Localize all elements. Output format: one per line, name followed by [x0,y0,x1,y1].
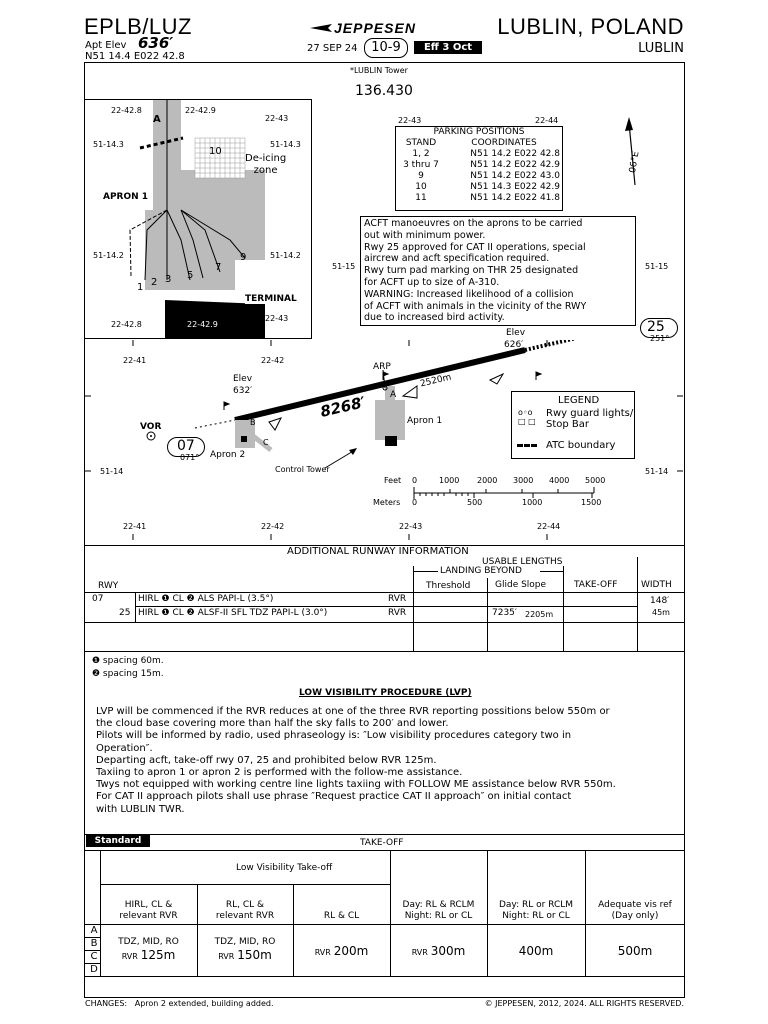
elev-east-label: Elev [506,328,526,338]
map-lon-tick-2241-bottom: 22-41 [123,522,147,531]
category-d: D [90,964,98,975]
airport-coordinates: N51 14.4 E022 42.8 [85,51,185,62]
inset-lon-bottom-right: 22-43 [265,314,289,323]
taxiway-b-label: B [250,418,256,427]
takeoff-col-2-sub: TDZ, MID, RO [214,937,276,947]
rwy07-number: 07 [92,594,104,604]
rwy25-number: 25 [119,608,131,618]
col-takeoff: TAKE-OFF [574,580,618,590]
atc-boundary-icon [517,444,537,447]
inset-lon-right: 22-43 [265,114,289,123]
takeoff-col-6-head: Adequate vis ref (Day only) [598,900,672,921]
scale-feet-4000: 4000 [549,476,570,485]
takeoff-col-1-value: RVR 125m [121,948,176,962]
inset-lon-bottom-left: 22-42.8 [111,320,142,329]
parking-title: PARKING POSITIONS [433,127,525,137]
map-lon-tick-2244-bottom: 22-44 [537,522,561,531]
chart-number: 10-9 [364,38,408,58]
elev-west-value: 632′ [233,386,253,396]
tower-frequency: 136.430 [355,83,413,99]
legend-title: LEGEND [558,395,600,406]
tower-label: *LUBLIN Tower [350,66,408,75]
inset-lon-mid: 22-42.9 [185,106,216,115]
rwy25-glide-length: 7235′ [492,608,517,618]
parking-row: 1, 2 N51 14.2 E022 42.8 [412,149,560,159]
apt-elev-label: Apt Elev [85,40,127,51]
rwy25-lighting: HIRL ❶ CL ❷ ALSF-II SFL TDZ PAPI-L (3.0°) [138,608,328,618]
parking-row: 11 N51 14.2 E022 41.8 [415,193,560,203]
note-line: Rwy 25 approved for CAT II operations, special [364,241,586,253]
takeoff-col-5-head: Day: RL or RCLM Night: RL or CL [498,900,574,921]
legend-box [511,391,635,459]
inset-lat-bottom-left: 51-14.2 [93,251,124,260]
inset-stand-7: 7 [215,262,222,273]
lvp-line: LVP will be commenced if the RVR reduces at one of the three RVR reporting possitions below 550m or [96,706,610,717]
category-a: A [90,925,98,936]
inset-lat-top-right: 51-14.3 [270,140,301,149]
scale-m-0: 0 [412,498,418,507]
takeoff-col-2-value: RVR 150m [218,948,272,962]
control-tower-label: Control Tower [275,465,330,474]
inset-lat-top-left: 51-14.3 [93,140,124,149]
lvp-line: the cloud base covering more than half the sky falls to 200′ and lower. [96,718,449,730]
inset-lon-bottom-mid: 22-42.9 [187,320,218,329]
parking-col-coord: COORDINATES [471,138,537,148]
inset-stand-2: 2 [151,277,158,288]
landing-beyond-label: LANDING BEYOND [440,566,522,576]
map-lon-tick-2242-bottom: 22-42 [261,522,285,531]
lat-tick-5115-left: 51-15 [332,262,356,271]
footnote-1: ❶ spacing 60m. [92,656,164,666]
col-glide-slope: Glide Slope [495,580,547,590]
scale-feet-1000: 1000 [439,476,460,485]
vor-label: VOR [140,422,162,432]
lvp-line: Departing acft, take-off rwy 07, 25 and prohibited below RVR 125m. [96,754,437,766]
scale-meters-label: Meters [373,498,401,507]
effective-date: Eff 3 Oct [414,41,482,54]
takeoff-col-2-head: RL, CL & relevant RVR [215,900,275,921]
parking-row: 3 thru 7 N51 14.2 E022 42.9 [403,160,560,170]
runway-25-heading: 251° [650,334,670,343]
lat-tick-5115-right: 51-15 [645,262,669,271]
inset-stand-9: 9 [240,252,247,263]
copyright: © JEPPESEN, 2012, 2024. ALL RIGHTS RESERVED. [484,999,684,1008]
scale-feet-5000: 5000 [585,476,606,485]
runway-length-ft: 8268′ [318,393,368,421]
inset-stand-10: 10 [209,146,222,157]
map-lon-tick-2241: 22-41 [123,356,147,365]
top-lon-tick-2243: 22-43 [398,116,422,125]
lvp-line: Pilots will be informed by radio, used phraseology is: ″Low visibility procedures category two in [96,730,572,742]
map-lon-tick-2243-bottom: 22-43 [399,522,423,531]
inset-lat-bottom-right: 51-14.2 [270,251,301,260]
taxiway-a-label: A [390,390,397,400]
parking-positions-table [395,126,563,211]
map-lat-tick-5114-left: 51-14 [100,467,124,476]
runway-07-number: 07 [177,438,195,454]
city-country: LUBLIN, POLAND [497,14,684,39]
chart-notes [360,216,636,326]
lvp-text [96,706,616,816]
elev-east-value: 626′ [504,340,524,350]
note-line: due to increased bird activity. [364,312,505,324]
inset-taxiway-a: A [153,114,161,125]
footnote-2: ❷ spacing 15m. [92,669,164,679]
elev-west-label: Elev [233,374,253,384]
scale-feet-label: Feet [384,476,402,485]
col-width: WIDTH [641,580,672,590]
category-b: B [90,938,98,949]
scale-m-500: 500 [467,498,483,507]
takeoff-col-4-head: Day: RL & RCLM Night: RL or CL [402,900,475,921]
airport-name: LUBLIN [638,41,684,56]
note-line: ACFT manoeuvres on the aprons to be carried [364,218,583,229]
note-line: Rwy turn pad marking on THR 25 designated [364,265,579,277]
takeoff-col-1-sub: TDZ, MID, RO [118,937,179,947]
col-rwy: RWY [98,581,119,591]
note-line: out with minimum power. [364,229,486,241]
inset-lon-left: 22-42.8 [111,106,142,115]
apron-2-label: Apron 2 [210,450,246,460]
apt-elev-value: 636′ [138,34,174,52]
lvto-label: Low Visibility Take-off [236,863,333,873]
terminal-label: TERMINAL [245,294,297,304]
changes-note: CHANGES: Apron 2 extended, building added. [85,999,274,1008]
map-lat-tick-5114-right: 51-14 [645,467,669,476]
note-line: aircrew and acft specification required. [364,253,550,265]
lvp-line: Twys not equipped with working centre line lights taxiing with FOLLOW ME assistance below RVR 550m. [96,779,616,791]
jeppesen-wordmark: JEPPESEN [334,20,416,36]
inset-stand-1: 1 [137,282,144,293]
scale-feet-2000: 2000 [477,476,498,485]
scale-feet-0: 0 [412,476,418,485]
takeoff-col-3-head: RL & CL [323,911,360,921]
lvp-line: For CAT II approach pilots shall use phrase ″Request practice CAT II approach″ on initial contact [96,791,572,803]
lvp-title: LOW VISIBILITY PROCEDURE (LVP) [299,688,472,698]
magnetic-variation: 06°E [628,150,642,174]
taxiway-c-label: C [263,438,269,447]
col-threshold: Threshold [426,581,471,591]
scale-feet-3000: 3000 [513,476,534,485]
lvp-line: Taxiing to apron 1 or apron 2 is performed with the follow-me assistance. [96,767,463,779]
note-line: WARNING: Increased likelihood of a collision [364,288,574,300]
scale-m-1500: 1500 [581,498,602,507]
legend-guard-lights: Rwy guard lights/ Stop Bar [546,408,634,430]
note-line: for ACFT up to size of A-310. [364,276,500,288]
note-line: of ACFT with animals in the vicinity of the RWY [364,300,587,312]
parking-row: 9 N51 14.2 E022 43.0 [418,171,560,181]
category-c: C [90,951,98,962]
lvp-line: Operation″. [96,742,153,754]
rwy-width-m: 45m [652,608,670,617]
usable-lengths-label: USABLE LENGTHS [482,557,563,567]
map-lon-tick-2242: 22-42 [261,356,285,365]
takeoff-title: TAKE-OFF [360,838,404,848]
top-lon-tick-2244: 22-44 [535,116,559,125]
arp-label: ARP [373,362,391,372]
takeoff-col-6-value: 500m [617,944,653,958]
runway-length-m: 2520m [419,372,453,390]
parking-row: 10 N51 14.3 E022 42.9 [415,182,560,192]
legend-atc-boundary: ATC boundary [546,440,616,451]
standard-label: Standard [86,835,150,847]
inset-apron-label: APRON 1 [103,192,149,202]
rwy25-glide-length-m: 2205m [525,610,554,619]
takeoff-col-3-value: RVR 200m [314,944,369,958]
takeoff-col-4-value: RVR 300m [411,944,466,958]
guard-lights-icon: o◦o □ □ [518,408,536,426]
runway-25-number: 25 [647,319,665,335]
deicing-zone-label: De-icing zone [245,153,287,176]
scale-m-1000: 1000 [522,498,543,507]
parking-col-stand: STAND [405,138,437,148]
apron-1-label: Apron 1 [407,416,443,426]
airport-ident: EPLB/LUZ [84,14,192,39]
takeoff-col-1-head: HIRL, CL & relevant RVR [119,900,178,921]
rwy07-rvr: RVR [388,594,407,604]
runway-07-heading: 071° [180,453,200,462]
rwy25-rvr: RVR [388,608,407,618]
rwy07-lighting: HIRL ❶ CL ❷ ALS PAPI-L (3.5°) [138,594,274,604]
apron-inset [84,99,312,339]
inset-stand-5: 5 [187,270,194,281]
rwy-width: 148′ [650,596,670,606]
takeoff-col-5-value: 400m [518,944,554,958]
lvp-line: with LUBLIN TWR. [96,803,185,815]
jeppesen-logo [306,20,436,36]
chart-date: 27 SEP 24 [307,43,358,54]
inset-stand-3: 3 [165,274,172,285]
runway-info-title: ADDITIONAL RUNWAY INFORMATION [287,546,469,557]
